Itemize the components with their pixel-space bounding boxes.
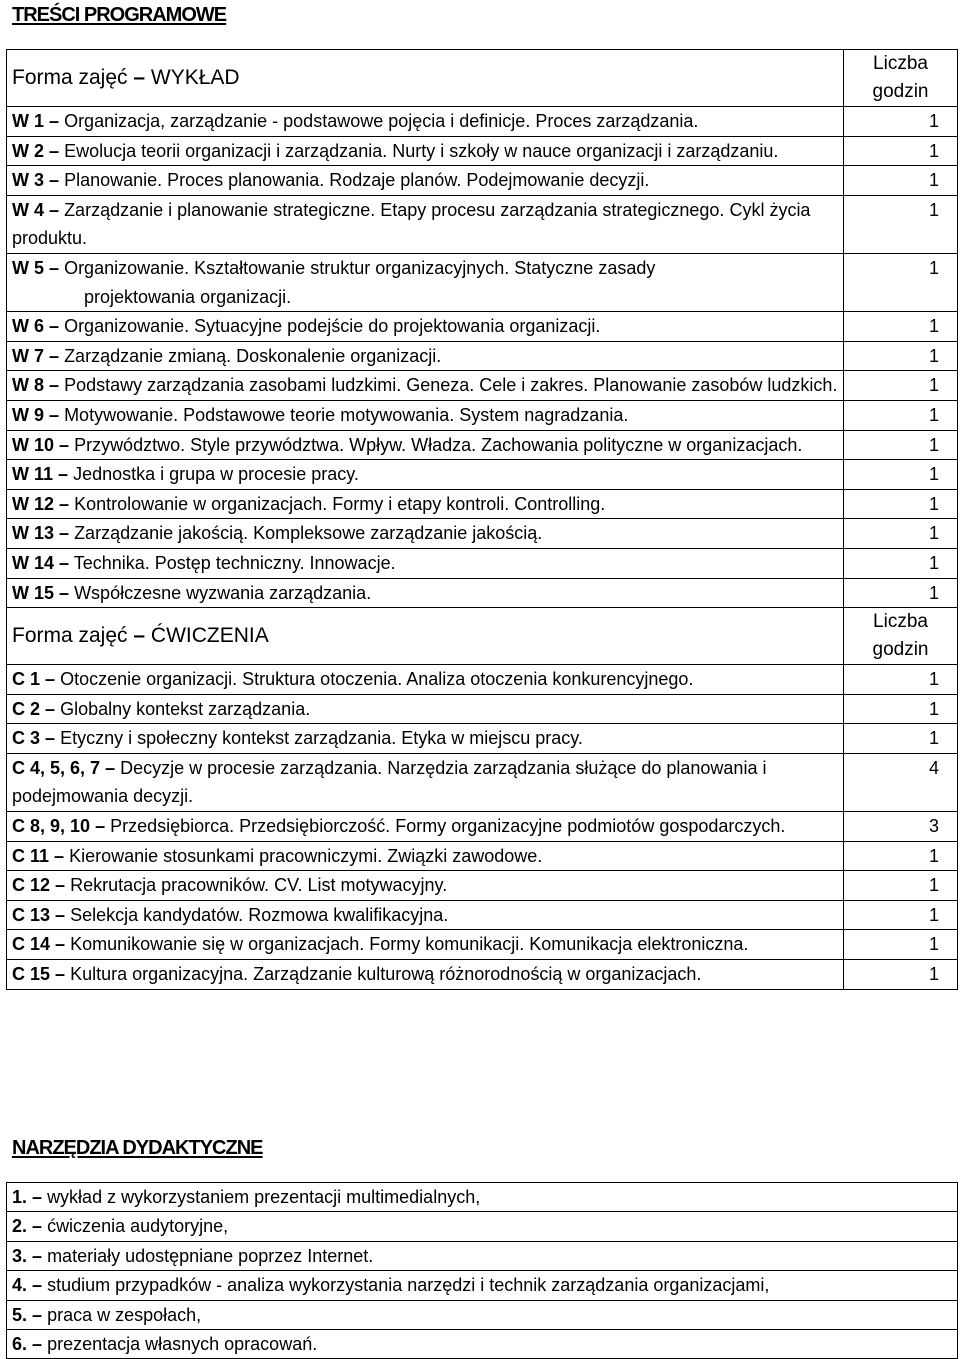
exercise-topic: C 12 – Rekrutacja pracowników. CV. List motywacyjny.: [7, 871, 844, 901]
topic-code: C 4, 5, 6, 7: [12, 757, 101, 778]
table-row: [7, 430, 958, 460]
table-row: [7, 841, 958, 871]
lecture-topic: W 14 – Technika. Postęp techniczny. Innowacje.: [7, 548, 844, 578]
tool-item: 2. – ćwiczenia audytoryjne,: [7, 1212, 958, 1241]
topic-hours: 1: [844, 371, 958, 401]
topic-hours: 1: [844, 724, 958, 754]
topic-text: Zarządzanie zmianą. Doskonalenie organizacji.: [64, 345, 442, 366]
topic-text: Decyzje w procesie zarządzania. Narzędzia zarządzania służące do planowania i podejmowania decyzji.: [12, 757, 767, 807]
lecture-topic: W 1 – Organizacja, zarządzanie - podstawowe pojęcia i definicje. Proces zarządzania.: [7, 107, 844, 137]
table-row: [7, 1241, 958, 1270]
lecture-form-name: WYKŁAD: [150, 65, 240, 89]
topic-text: Otoczenie organizacji. Struktura otoczenia. Analiza otoczenia konkurencyjnego.: [60, 669, 694, 690]
table-row: [7, 166, 958, 196]
topic-text: Przywództwo. Style przywództwa. Wpływ. Władza. Zachowania polityczne w organizacjach.: [74, 434, 803, 455]
topic-text: Organizowanie. Sytuacyjne podejście do projektowania organizacji.: [64, 316, 601, 337]
topic-text: Kontrolowanie w organizacjach. Formy i etapy kontroli. Controlling.: [74, 493, 606, 514]
table-row: [7, 1330, 958, 1359]
topic-code: W 12: [12, 493, 55, 514]
table-row: [7, 724, 958, 754]
topic-text-continued: projektowania organizacji.: [84, 286, 292, 307]
topic-hours: 1: [844, 578, 958, 608]
topic-text: Motywowanie. Podstawowe teorie motywowania. System nagradzania.: [64, 404, 629, 425]
topic-text: Zarządzanie i planowanie strategiczne. Etapy procesu zarządzania strategicznego. Cykl życia produktu.: [12, 199, 811, 249]
topic-code: W 15: [12, 582, 55, 603]
topic-text: Kierowanie stosunkami pracowniczymi. Związki zawodowe.: [69, 845, 543, 866]
tool-text: prezentacja własnych opracowań.: [47, 1334, 318, 1355]
lecture-topic: W 5 – Organizowanie. Kształtowanie struktur organizacyjnych. Statyczne zasady projektowania organizacji.: [7, 253, 844, 311]
lecture-topic: W 2 – Ewolucja teorii organizacji i zarządzania. Nurty i szkoły w nauce organizacji i zarządzaniu.: [7, 136, 844, 166]
topic-hours: 1: [844, 460, 958, 490]
tool-number: 2.: [12, 1216, 28, 1237]
topic-text: Rekrutacja pracowników. CV. List motywacyjny.: [70, 875, 448, 896]
topic-hours: 1: [844, 253, 958, 311]
topic-text: Etyczny i społeczny kontekst zarządzania. Etyka w miejscu pracy.: [60, 728, 583, 749]
table-row: [7, 1183, 958, 1212]
topic-text: Organizowanie. Kształtowanie struktur organizacyjnych. Statyczne zasady: [64, 257, 656, 278]
lecture-header-row: [7, 50, 958, 107]
table-row: [7, 460, 958, 490]
topic-text: Planowanie. Proces planowania. Rodzaje planów. Podejmowanie decyzji.: [64, 170, 650, 191]
lecture-topic: W 7 – Zarządzanie zmianą. Doskonalenie organizacji.: [7, 341, 844, 371]
lecture-topic: W 6 – Organizowanie. Sytuacyjne podejście do projektowania organizacji.: [7, 312, 844, 342]
table-row: [7, 400, 958, 430]
topic-code: C 11: [12, 845, 50, 866]
table-row: [7, 341, 958, 371]
topic-code: W 2: [12, 140, 45, 161]
lecture-topic: W 15 – Współczesne wyzwania zarządzania.: [7, 578, 844, 608]
topic-code: W 14: [12, 552, 55, 573]
tool-item: 6. – prezentacja własnych opracowań.: [7, 1330, 958, 1359]
topic-hours: 1: [844, 489, 958, 519]
exercise-topic: C 4, 5, 6, 7 – Decyzje w procesie zarządzania. Narzędzia zarządzania służące do planowania i podejmowania decyzji.: [7, 753, 844, 811]
exercises-hours-header-line1: Liczba: [873, 611, 928, 633]
exercise-topic: C 1 – Otoczenie organizacji. Struktura otoczenia. Analiza otoczenia konkurencyjnego.: [7, 665, 844, 695]
topic-hours: 1: [844, 871, 958, 901]
table-row: [7, 1271, 958, 1300]
table-row: [7, 694, 958, 724]
topic-code: C 3: [12, 728, 41, 749]
topic-code: W 8: [12, 375, 45, 396]
exercise-topic: C 14 – Komunikowanie się w organizacjach. Formy komunikacji. Komunikacja elektroniczna.: [7, 930, 844, 960]
table-row: [7, 519, 958, 549]
table-row: [7, 1212, 958, 1241]
lecture-hours-header: [844, 50, 958, 107]
topic-hours: 1: [844, 694, 958, 724]
table-row: [7, 753, 958, 811]
topic-code: C 2: [12, 698, 41, 719]
exercises-hours-header-line2: godzin: [872, 639, 929, 661]
topic-code: C 14: [12, 934, 51, 955]
table-row: [7, 665, 958, 695]
topic-text: Globalny kontekst zarządzania.: [60, 698, 311, 719]
exercise-topic: C 3 – Etyczny i społeczny kontekst zarządzania. Etyka w miejscu pracy.: [7, 724, 844, 754]
tools-section-title: NARZĘDZIA DYDAKTYCZNE: [12, 1137, 263, 1159]
lecture-topic: W 4 – Zarządzanie i planowanie strategiczne. Etapy procesu zarządzania strategicznego. Cykl życia produktu.: [7, 195, 844, 253]
table-row: [7, 871, 958, 901]
tool-text: materiały udostępniane poprzez Internet.: [47, 1245, 374, 1266]
tool-text: ćwiczenia audytoryjne,: [47, 1216, 229, 1237]
topic-code: W 3: [12, 170, 45, 191]
topic-text: Selekcja kandydatów. Rozmowa kwalifikacyjna.: [70, 904, 449, 925]
table-row: [7, 312, 958, 342]
tool-number: 1.: [12, 1187, 28, 1207]
lecture-form-label: Forma zajęć: [12, 65, 128, 89]
topic-code: C 8, 9, 10: [12, 816, 91, 837]
exercises-form-label: Forma zajęć: [12, 623, 128, 647]
table-row: [7, 253, 958, 311]
table-row: [7, 578, 958, 608]
topic-hours: 3: [844, 812, 958, 842]
topic-text: Komunikowanie się w organizacjach. Formy komunikacji. Komunikacja elektroniczna.: [70, 934, 749, 955]
table-row: [7, 812, 958, 842]
topic-code: W 1: [12, 111, 45, 131]
table-row: [7, 136, 958, 166]
topic-text: Organizacja, zarządzanie - podstawowe pojęcia i definicje. Proces zarządzania.: [64, 111, 699, 131]
exercise-topic: C 11 – Kierowanie stosunkami pracowniczymi. Związki zawodowe.: [7, 841, 844, 871]
tool-text: studium przypadków - analiza wykorzystania narzędzi i technik zarządzania organizacjami,: [47, 1275, 770, 1296]
topic-hours: 1: [844, 519, 958, 549]
topic-text: Ewolucja teorii organizacji i zarządzania. Nurty i szkoły w nauce organizacji i zarządzaniu.: [64, 140, 779, 161]
lecture-topic: W 10 – Przywództwo. Style przywództwa. Wpływ. Władza. Zachowania polityczne w organizacjach.: [7, 430, 844, 460]
topic-hours: 1: [844, 430, 958, 460]
topic-hours: 1: [844, 400, 958, 430]
lecture-topic: W 8 – Podstawy zarządzania zasobami ludzkimi. Geneza. Cele i zakres. Planowanie zasobów ludzkich.: [7, 371, 844, 401]
topic-code: W 9: [12, 404, 45, 425]
exercise-topic: C 13 – Selekcja kandydatów. Rozmowa kwalifikacyjna.: [7, 900, 844, 930]
tool-number: 5.: [12, 1304, 28, 1325]
lecture-topic: W 12 – Kontrolowanie w organizacjach. Formy i etapy kontroli. Controlling.: [7, 489, 844, 519]
table-row: [7, 371, 958, 401]
topic-hours: 1: [844, 107, 958, 137]
exercise-topic: C 8, 9, 10 – Przedsiębiorca. Przedsiębiorczość. Formy organizacyjne podmiotów gospodarczych.: [7, 812, 844, 842]
topic-code: C 1: [12, 669, 41, 690]
tool-text: wykład z wykorzystaniem prezentacji multimedialnych,: [47, 1187, 481, 1207]
table-row: [7, 548, 958, 578]
topic-code: W 13: [12, 523, 55, 544]
exercise-topic: C 15 – Kultura organizacyjna. Zarządzanie kulturową różnorodnością w organizacjach.: [7, 960, 844, 990]
topic-hours: 1: [844, 341, 958, 371]
tool-item: 5. – praca w zespołach,: [7, 1300, 958, 1329]
topic-hours: 1: [844, 548, 958, 578]
topic-code: C 15: [12, 964, 51, 985]
topic-text: Przedsiębiorca. Przedsiębiorczość. Formy organizacyjne podmiotów gospodarczych.: [110, 816, 786, 837]
exercises-header-row: [7, 608, 958, 665]
tool-number: 6.: [12, 1334, 28, 1355]
table-row: [7, 960, 958, 990]
topic-hours: 1: [844, 166, 958, 196]
topic-hours: 1: [844, 136, 958, 166]
table-row: [7, 930, 958, 960]
tool-number: 4.: [12, 1275, 28, 1296]
table-row: [7, 489, 958, 519]
topic-hours: 1: [844, 841, 958, 871]
topic-hours: 1: [844, 900, 958, 930]
lecture-form-heading: Forma zajęć – WYKŁAD: [7, 50, 844, 107]
lecture-topic: W 3 – Planowanie. Proces planowania. Rodzaje planów. Podejmowanie decyzji.: [7, 166, 844, 196]
topic-text: Jednostka i grupa w procesie pracy.: [73, 464, 359, 485]
topic-code: C 13: [12, 904, 51, 925]
topic-text: Podstawy zarządzania zasobami ludzkimi. Geneza. Cele i zakres. Planowanie zasobów ludzkich.: [64, 375, 838, 396]
topic-hours: 1: [844, 930, 958, 960]
program-content-table: [6, 49, 958, 990]
table-row: [7, 1300, 958, 1329]
topic-code: C 12: [12, 875, 51, 896]
topic-code: W 5: [12, 257, 45, 278]
table-row: [7, 900, 958, 930]
exercises-hours-header: [844, 608, 958, 665]
topic-hours: 1: [844, 960, 958, 990]
topic-hours: 1: [844, 195, 958, 253]
lecture-hours-header-line1: Liczba: [873, 53, 928, 74]
tool-item: 3. – materiały udostępniane poprzez Internet.: [7, 1241, 958, 1270]
tool-number: 3.: [12, 1245, 28, 1266]
exercises-form-name: ĆWICZENIA: [150, 623, 269, 647]
topic-code: W 7: [12, 345, 45, 366]
exercise-topic: C 2 – Globalny kontekst zarządzania.: [7, 694, 844, 724]
table-row: [7, 107, 958, 137]
lecture-topic: W 13 – Zarządzanie jakością. Kompleksowe zarządzanie jakością.: [7, 519, 844, 549]
tool-text: praca w zespołach,: [47, 1304, 202, 1325]
tool-item: 4. – studium przypadków - analiza wykorzystania narzędzi i technik zarządzania organizacjami,: [7, 1271, 958, 1300]
exercises-form-heading: Forma zajęć – ĆWICZENIA: [7, 608, 844, 665]
table-row: [7, 195, 958, 253]
topic-hours: 1: [844, 665, 958, 695]
topic-code: W 10: [12, 434, 55, 455]
lecture-topic: W 11 – Jednostka i grupa w procesie pracy.: [7, 460, 844, 490]
topic-text: Technika. Postęp techniczny. Innowacje.: [73, 552, 396, 573]
topic-text: Zarządzanie jakością. Kompleksowe zarządzanie jakością.: [74, 523, 543, 544]
topic-code: W 11: [12, 464, 54, 485]
topic-hours: 4: [844, 753, 958, 811]
tool-item: 1. – wykład z wykorzystaniem prezentacji multimedialnych,: [7, 1183, 958, 1212]
lecture-topic: W 9 – Motywowanie. Podstawowe teorie motywowania. System nagradzania.: [7, 400, 844, 430]
teaching-tools-table: [6, 1182, 958, 1359]
topic-code: W 4: [12, 199, 45, 220]
topic-text: Współczesne wyzwania zarządzania.: [74, 582, 372, 603]
topic-code: W 6: [12, 316, 45, 337]
topic-text: Kultura organizacyjna. Zarządzanie kulturową różnorodnością w organizacjach.: [70, 964, 702, 985]
lecture-hours-header-line2: godzin: [872, 81, 929, 102]
topic-hours: 1: [844, 312, 958, 342]
content-section-title: TREŚCI PROGRAMOWE: [12, 4, 227, 26]
